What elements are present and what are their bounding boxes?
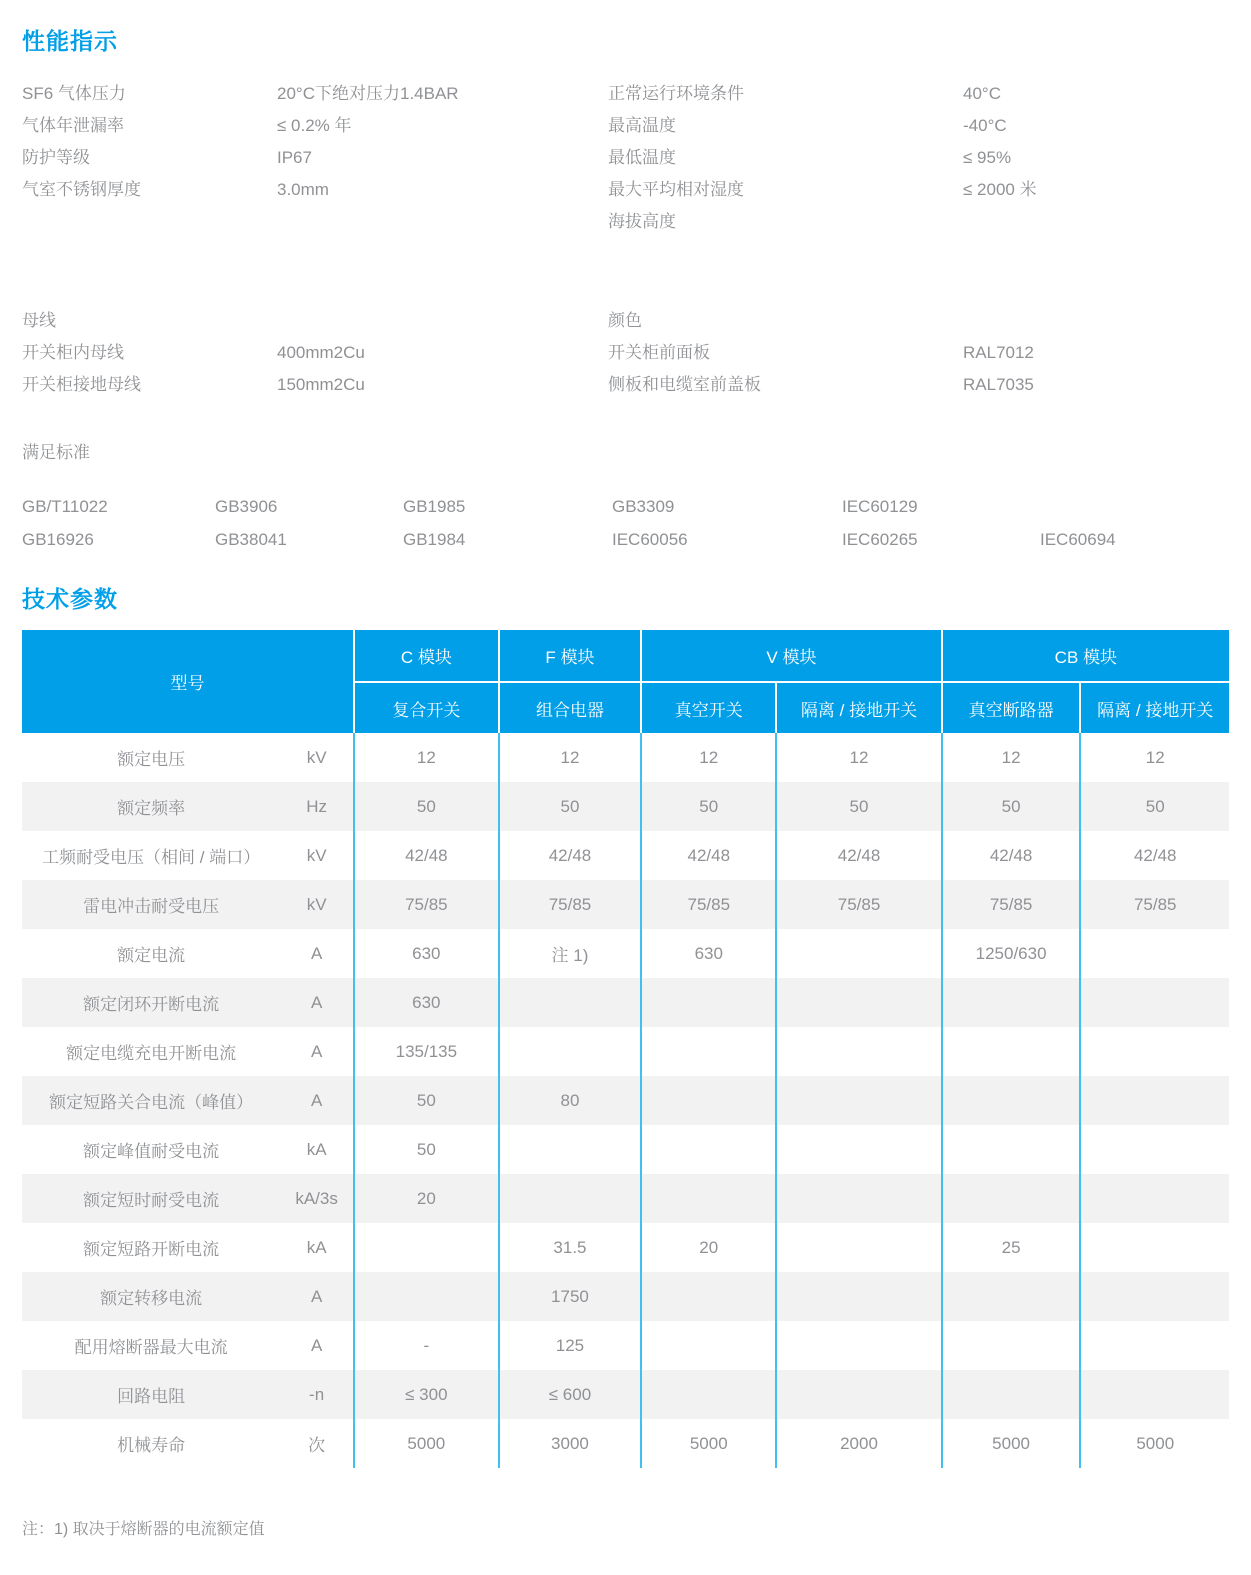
param-unit-cell: A xyxy=(280,1027,354,1076)
param-unit-cell: kV xyxy=(280,733,354,782)
param-value-cell: 3000 xyxy=(499,1419,641,1468)
param-value-cell: 50 xyxy=(354,782,499,831)
param-value-cell: 42/48 xyxy=(1080,831,1229,880)
footnote: 注：1) 取决于熔断器的电流额定值 xyxy=(22,1521,265,1538)
table-body xyxy=(22,733,1229,1468)
param-value-cell xyxy=(641,1370,776,1419)
param-value-cell xyxy=(942,1027,1081,1076)
spec-row xyxy=(608,78,1229,110)
param-value-cell: 12 xyxy=(641,733,776,782)
param-value-cell xyxy=(641,978,776,1027)
param-unit-cell: kA xyxy=(280,1125,354,1174)
param-value-cell: 1750 xyxy=(499,1272,641,1321)
param-value-cell: 42/48 xyxy=(942,831,1081,880)
param-name-cell: 配用熔断器最大电流 xyxy=(22,1321,280,1370)
param-value-cell: 12 xyxy=(1080,733,1229,782)
standards-section xyxy=(22,437,1229,556)
standards-row xyxy=(22,523,1229,556)
param-value-cell xyxy=(641,1321,776,1370)
standard-item: IEC60265 xyxy=(842,530,918,549)
param-value-cell: 630 xyxy=(641,929,776,978)
table-row xyxy=(22,1027,1229,1076)
param-value-cell xyxy=(942,978,1081,1027)
spec-value: 20°C下绝对压力1.4BAR xyxy=(277,84,459,103)
spec-value: 150mm2Cu xyxy=(277,375,365,394)
param-value-cell xyxy=(776,1125,941,1174)
param-value-cell: 50 xyxy=(499,782,641,831)
param-value-cell: ≤ 300 xyxy=(354,1370,499,1419)
table-row xyxy=(22,880,1229,929)
spec-row xyxy=(608,174,1229,206)
param-name-cell: 额定短路开断电流 xyxy=(22,1223,280,1272)
param-value-cell xyxy=(776,1321,941,1370)
param-value-cell: 12 xyxy=(499,733,641,782)
param-name-cell: 工频耐受电压（相间 / 端口） xyxy=(22,831,280,880)
spec-row xyxy=(608,110,1229,142)
param-value-cell xyxy=(1080,1321,1229,1370)
standard-item: IEC60694 xyxy=(1040,530,1116,549)
param-value-cell xyxy=(499,1027,641,1076)
spec-row xyxy=(22,369,608,401)
table-row xyxy=(22,929,1229,978)
param-value-cell: 42/48 xyxy=(354,831,499,880)
standard-item: GB3309 xyxy=(612,497,675,516)
param-unit-cell: kV xyxy=(280,880,354,929)
spec-label: 防护等级 xyxy=(22,148,90,167)
subheader-cell: 隔离 / 接地开关 xyxy=(1080,682,1229,733)
param-value-cell: 20 xyxy=(641,1223,776,1272)
standard-item: GB1984 xyxy=(403,530,466,549)
module-header-c: C 模块 xyxy=(354,630,499,682)
spec-label: 最高温度 xyxy=(608,116,676,135)
param-unit-cell: 次 xyxy=(280,1419,354,1468)
param-unit-cell: A xyxy=(280,1321,354,1370)
param-value-cell: 630 xyxy=(354,978,499,1027)
param-value-cell xyxy=(1080,1027,1229,1076)
spec-label: 开关柜接地母线 xyxy=(22,375,141,394)
param-value-cell xyxy=(354,1223,499,1272)
param-name-cell: 额定短时耐受电流 xyxy=(22,1174,280,1223)
param-value-cell: 75/85 xyxy=(1080,880,1229,929)
param-value-cell xyxy=(354,1272,499,1321)
module-header-cb: CB 模块 xyxy=(942,630,1229,682)
param-value-cell: 75/85 xyxy=(354,880,499,929)
param-value-cell xyxy=(776,978,941,1027)
spec-value: RAL7035 xyxy=(963,375,1034,394)
standard-item: IEC60056 xyxy=(612,530,688,549)
spec-row xyxy=(22,337,608,369)
standard-item: GB/T11022 xyxy=(22,497,108,516)
param-name-cell: 额定短路关合电流（峰值） xyxy=(22,1076,280,1125)
subheader-cell: 真空开关 xyxy=(641,682,776,733)
busbar-group-title: 母线 xyxy=(22,311,56,330)
param-value-cell xyxy=(776,1223,941,1272)
table-row xyxy=(22,978,1229,1027)
param-value-cell xyxy=(942,1370,1081,1419)
standards-row xyxy=(22,490,1229,523)
spec-label: SF6 气体压力 xyxy=(22,84,126,103)
perf-section-title: 性能指示 xyxy=(22,28,118,54)
subheader-cell: 真空断路器 xyxy=(942,682,1081,733)
table-row xyxy=(22,1272,1229,1321)
spec-label: 正常运行环境条件 xyxy=(608,84,744,103)
param-value-cell xyxy=(942,1272,1081,1321)
param-value-cell: 75/85 xyxy=(776,880,941,929)
param-name-cell: 额定转移电流 xyxy=(22,1272,280,1321)
param-value-cell: 12 xyxy=(354,733,499,782)
param-value-cell xyxy=(776,1370,941,1419)
param-value-cell: 12 xyxy=(776,733,941,782)
param-value-cell xyxy=(641,1272,776,1321)
param-value-cell xyxy=(1080,1370,1229,1419)
spec-label: 开关柜内母线 xyxy=(22,343,124,362)
spec-label: 气体年泄漏率 xyxy=(22,116,124,135)
standard-item xyxy=(1040,490,1229,523)
param-value-cell: 12 xyxy=(942,733,1081,782)
param-value-cell xyxy=(942,1174,1081,1223)
spec-value: 3.0mm xyxy=(277,180,329,199)
param-value-cell xyxy=(942,1076,1081,1125)
table-row xyxy=(22,1223,1229,1272)
param-value-cell: 5000 xyxy=(354,1419,499,1468)
spec-value xyxy=(963,206,1229,238)
standard-item: IEC60129 xyxy=(842,497,918,516)
spec-value: RAL7012 xyxy=(963,343,1034,362)
param-value-cell xyxy=(1080,1125,1229,1174)
param-value-cell: 50 xyxy=(776,782,941,831)
param-value-cell xyxy=(776,1174,941,1223)
param-value-cell: 50 xyxy=(354,1076,499,1125)
spec-value: ≤ 95% xyxy=(963,148,1012,167)
param-value-cell xyxy=(776,1027,941,1076)
param-value-cell xyxy=(942,1125,1081,1174)
param-name-cell: 额定电缆充电开断电流 xyxy=(22,1027,280,1076)
param-name-cell: 额定频率 xyxy=(22,782,280,831)
param-value-cell xyxy=(776,929,941,978)
param-name-cell: 额定电流 xyxy=(22,929,280,978)
spec-label: 海拔高度 xyxy=(608,212,676,231)
param-value-cell: 75/85 xyxy=(942,880,1081,929)
param-value-cell: 2000 xyxy=(776,1419,941,1468)
param-name-cell: 额定闭环开断电流 xyxy=(22,978,280,1027)
table-row xyxy=(22,1321,1229,1370)
color-group-title: 颜色 xyxy=(608,311,642,330)
param-unit-cell: A xyxy=(280,929,354,978)
table-row xyxy=(22,1419,1229,1468)
param-unit-cell: Hz xyxy=(280,782,354,831)
table-header xyxy=(22,630,1229,733)
param-value-cell xyxy=(641,1125,776,1174)
param-value-cell xyxy=(641,1027,776,1076)
param-unit-cell: -n xyxy=(280,1370,354,1419)
spec-row xyxy=(608,369,1229,401)
param-value-cell: 50 xyxy=(354,1125,499,1174)
param-value-cell: - xyxy=(354,1321,499,1370)
spec-value: -40°C xyxy=(963,116,1007,135)
spec-row xyxy=(22,174,608,206)
param-value-cell: 50 xyxy=(1080,782,1229,831)
param-value-cell xyxy=(499,1125,641,1174)
param-value-cell: 75/85 xyxy=(499,880,641,929)
table-row xyxy=(22,1125,1229,1174)
param-value-cell: ≤ 600 xyxy=(499,1370,641,1419)
table-row xyxy=(22,1174,1229,1223)
param-name-cell: 雷电冲击耐受电压 xyxy=(22,880,280,929)
spec-row xyxy=(22,110,608,142)
table-row xyxy=(22,782,1229,831)
module-header-v: V 模块 xyxy=(641,630,942,682)
spec-row xyxy=(22,142,608,174)
param-name-cell: 额定电压 xyxy=(22,733,280,782)
parameters-table xyxy=(22,630,1229,1468)
perf-left-column xyxy=(22,78,608,238)
param-value-cell: 80 xyxy=(499,1076,641,1125)
param-value-cell xyxy=(499,978,641,1027)
param-value-cell xyxy=(499,1174,641,1223)
param-unit-cell: kA/3s xyxy=(280,1174,354,1223)
param-value-cell xyxy=(1080,1272,1229,1321)
param-value-cell: 75/85 xyxy=(641,880,776,929)
spec-value: ≤ 0.2% 年 xyxy=(277,116,352,135)
param-unit-cell: kA xyxy=(280,1223,354,1272)
param-value-cell: 42/48 xyxy=(776,831,941,880)
tech-section xyxy=(22,584,1229,1468)
standards-title: 满足标准 xyxy=(22,443,90,462)
standard-item: GB38041 xyxy=(215,530,287,549)
spec-label: 最低温度 xyxy=(608,148,676,167)
spec-label: 侧板和电缆室前盖板 xyxy=(608,375,761,394)
busbar-group xyxy=(22,305,608,401)
spec-row xyxy=(608,142,1229,174)
standard-item: GB1985 xyxy=(403,497,466,516)
subheader-cell: 组合电器 xyxy=(499,682,641,733)
param-value-cell: 20 xyxy=(354,1174,499,1223)
param-name-cell: 机械寿命 xyxy=(22,1419,280,1468)
param-value-cell xyxy=(776,1272,941,1321)
perf-right-column xyxy=(608,78,1229,238)
spec-row xyxy=(608,206,1229,238)
param-value-cell: 1250/630 xyxy=(942,929,1081,978)
module-header-f: F 模块 xyxy=(499,630,641,682)
color-group xyxy=(608,305,1229,401)
param-value-cell xyxy=(641,1076,776,1125)
param-value-cell xyxy=(1080,929,1229,978)
spec-label: 气室不锈钢厚度 xyxy=(22,180,141,199)
param-name-cell: 回路电阻 xyxy=(22,1370,280,1419)
param-value-cell: 630 xyxy=(354,929,499,978)
perf-spec-area xyxy=(22,78,1229,238)
param-value-cell: 31.5 xyxy=(499,1223,641,1272)
table-row xyxy=(22,1370,1229,1419)
param-unit-cell: A xyxy=(280,1076,354,1125)
param-value-cell xyxy=(1080,1174,1229,1223)
busbar-color-area xyxy=(22,305,1229,401)
spec-row xyxy=(22,78,608,110)
subheader-cell: 隔离 / 接地开关 xyxy=(776,682,941,733)
param-value-cell xyxy=(1080,1223,1229,1272)
param-value-cell xyxy=(942,1321,1081,1370)
module-header-row xyxy=(22,630,1229,682)
param-value-cell: 5000 xyxy=(641,1419,776,1468)
tech-section-title: 技术参数 xyxy=(22,586,118,612)
param-value-cell: 50 xyxy=(942,782,1081,831)
standard-item: GB16926 xyxy=(22,530,94,549)
color-items xyxy=(608,337,1229,401)
param-unit-cell: A xyxy=(280,978,354,1027)
param-value-cell: 25 xyxy=(942,1223,1081,1272)
param-value-cell: 5000 xyxy=(1080,1419,1229,1468)
param-value-cell: 42/48 xyxy=(641,831,776,880)
table-row xyxy=(22,831,1229,880)
param-unit-cell: kV xyxy=(280,831,354,880)
spec-value: 40°C xyxy=(963,84,1001,103)
table-row xyxy=(22,1076,1229,1125)
spec-label: 开关柜前面板 xyxy=(608,343,710,362)
param-value-cell xyxy=(641,1174,776,1223)
busbar-items xyxy=(22,337,608,401)
param-value-cell xyxy=(776,1076,941,1125)
table-row xyxy=(22,733,1229,782)
param-value-cell: 注 1) xyxy=(499,929,641,978)
spec-label: 最大平均相对湿度 xyxy=(608,180,744,199)
spec-value: 400mm2Cu xyxy=(277,343,365,362)
param-value-cell: 50 xyxy=(641,782,776,831)
param-name-cell: 额定峰值耐受电流 xyxy=(22,1125,280,1174)
spec-value: ≤ 2000 米 xyxy=(963,180,1037,199)
subheader-cell: 复合开关 xyxy=(354,682,499,733)
param-value-cell: 135/135 xyxy=(354,1027,499,1076)
standard-item: GB3906 xyxy=(215,497,278,516)
spec-row xyxy=(608,337,1229,369)
param-value-cell: 5000 xyxy=(942,1419,1081,1468)
standards-grid xyxy=(22,490,1229,556)
spec-value: IP67 xyxy=(277,148,312,167)
param-value-cell: 125 xyxy=(499,1321,641,1370)
param-value-cell: 42/48 xyxy=(499,831,641,880)
param-unit-cell: A xyxy=(280,1272,354,1321)
param-value-cell xyxy=(1080,978,1229,1027)
model-header-cell: 型号 xyxy=(22,630,354,733)
param-value-cell xyxy=(1080,1076,1229,1125)
